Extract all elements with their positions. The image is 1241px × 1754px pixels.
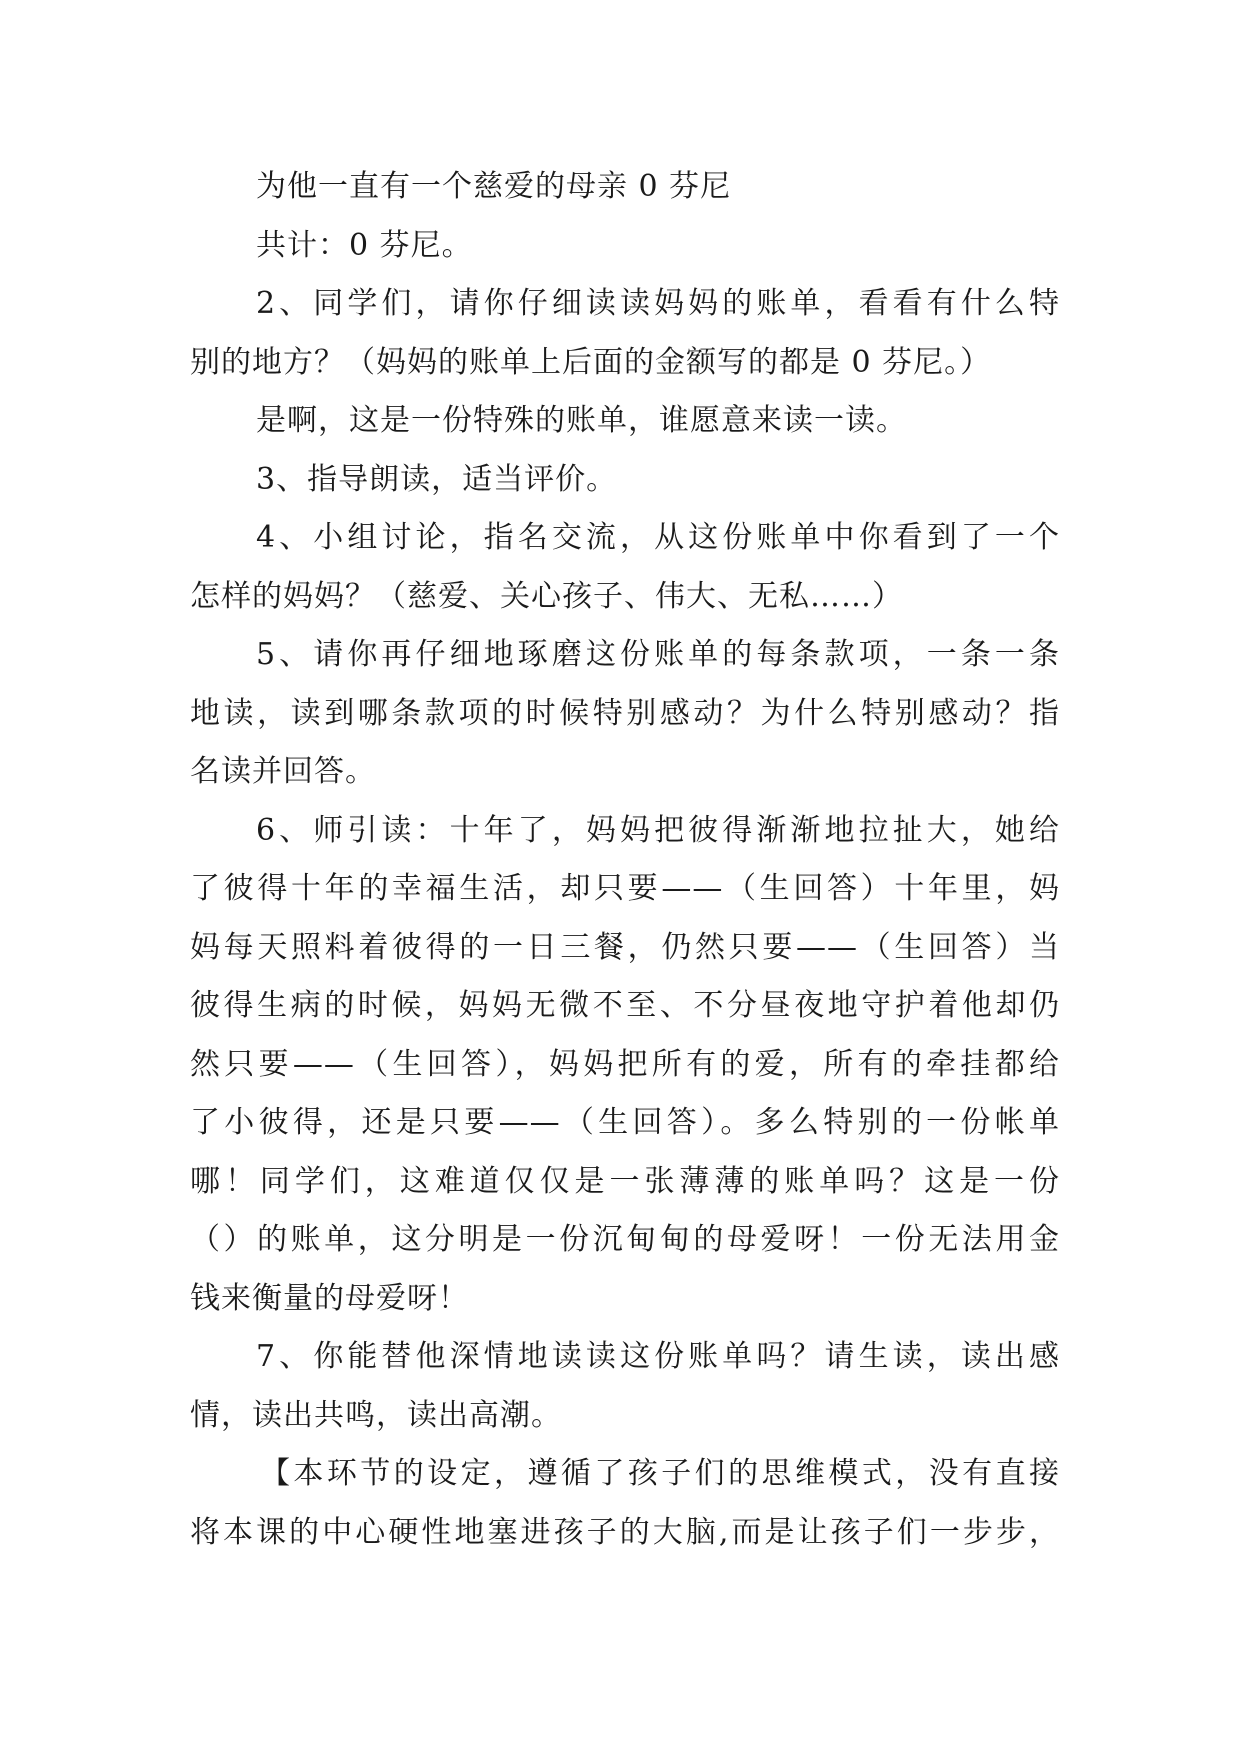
text-line: 3、指导朗读，适当评价。 — [256, 461, 618, 497]
text-line: 4、小组讨论，指名交流，从这份账单中你看到了一个 — [256, 520, 1060, 555]
text-line: 怎样的妈妈？（慈爱、关心孩子、伟大、无私……） — [190, 578, 903, 614]
text-line: 了小彼得，还是只要——（生回答）。多么特别的一份帐单 — [190, 1105, 1060, 1140]
text-line: 钱来衡量的母爱呀！ — [190, 1280, 469, 1316]
text-line: 彼得生病的时候，妈妈无微不至、不分昼夜地守护着他却仍 — [190, 988, 1060, 1023]
text-line: 将本课的中心硬性地塞进孩子的大脑,而是让孩子们一步步， — [190, 1514, 1060, 1550]
text-line: 7、你能替他深情地读读这份账单吗？请生读，读出感 — [256, 1339, 1060, 1374]
text-line: 别的地方？（妈妈的账单上后面的金额写的都是 0 芬尼。） — [190, 344, 992, 380]
text-line: 6、师引读：十年了，妈妈把彼得渐渐地拉扯大，她给 — [256, 812, 1060, 848]
document-body — [190, 158, 1060, 1562]
text-line: 哪！同学们，这难道仅仅是一张薄薄的账单吗？这是一份 — [190, 1163, 1060, 1199]
text-line: 然只要——（生回答），妈妈把所有的爱，所有的牵挂都给 — [190, 1046, 1060, 1082]
text-line: 情，读出共鸣，读出高潮。 — [190, 1397, 562, 1433]
text-line: 是啊，这是一份特殊的账单，谁愿意来读一读。 — [256, 403, 907, 438]
text-line: 了彼得十年的幸福生活，却只要——（生回答）十年里，妈 — [190, 871, 1060, 906]
text-line: （）的账单，这分明是一份沉甸甸的母爱呀！一份无法用金 — [190, 1222, 1060, 1257]
text-line: 为他一直有一个慈爱的母亲 0 芬尼 — [256, 169, 732, 204]
text-line: 5、请你再仔细地琢磨这份账单的每条款项，一条一条 — [256, 637, 1060, 672]
text-line: 【本环节的设定，遵循了孩子们的思维模式，没有直接 — [260, 1456, 1060, 1491]
text-line: 共计：0 芬尼。 — [256, 227, 473, 263]
text-line: 妈每天照料着彼得的一日三餐，仍然只要——（生回答）当 — [190, 929, 1060, 965]
text-line: 名读并回答。 — [190, 754, 376, 789]
text-line: 2、同学们，请你仔细读读妈妈的账单，看看有什么特 — [256, 286, 1060, 321]
text-line: 地读，读到哪条款项的时候特别感动？为什么特别感动？指 — [190, 695, 1060, 731]
